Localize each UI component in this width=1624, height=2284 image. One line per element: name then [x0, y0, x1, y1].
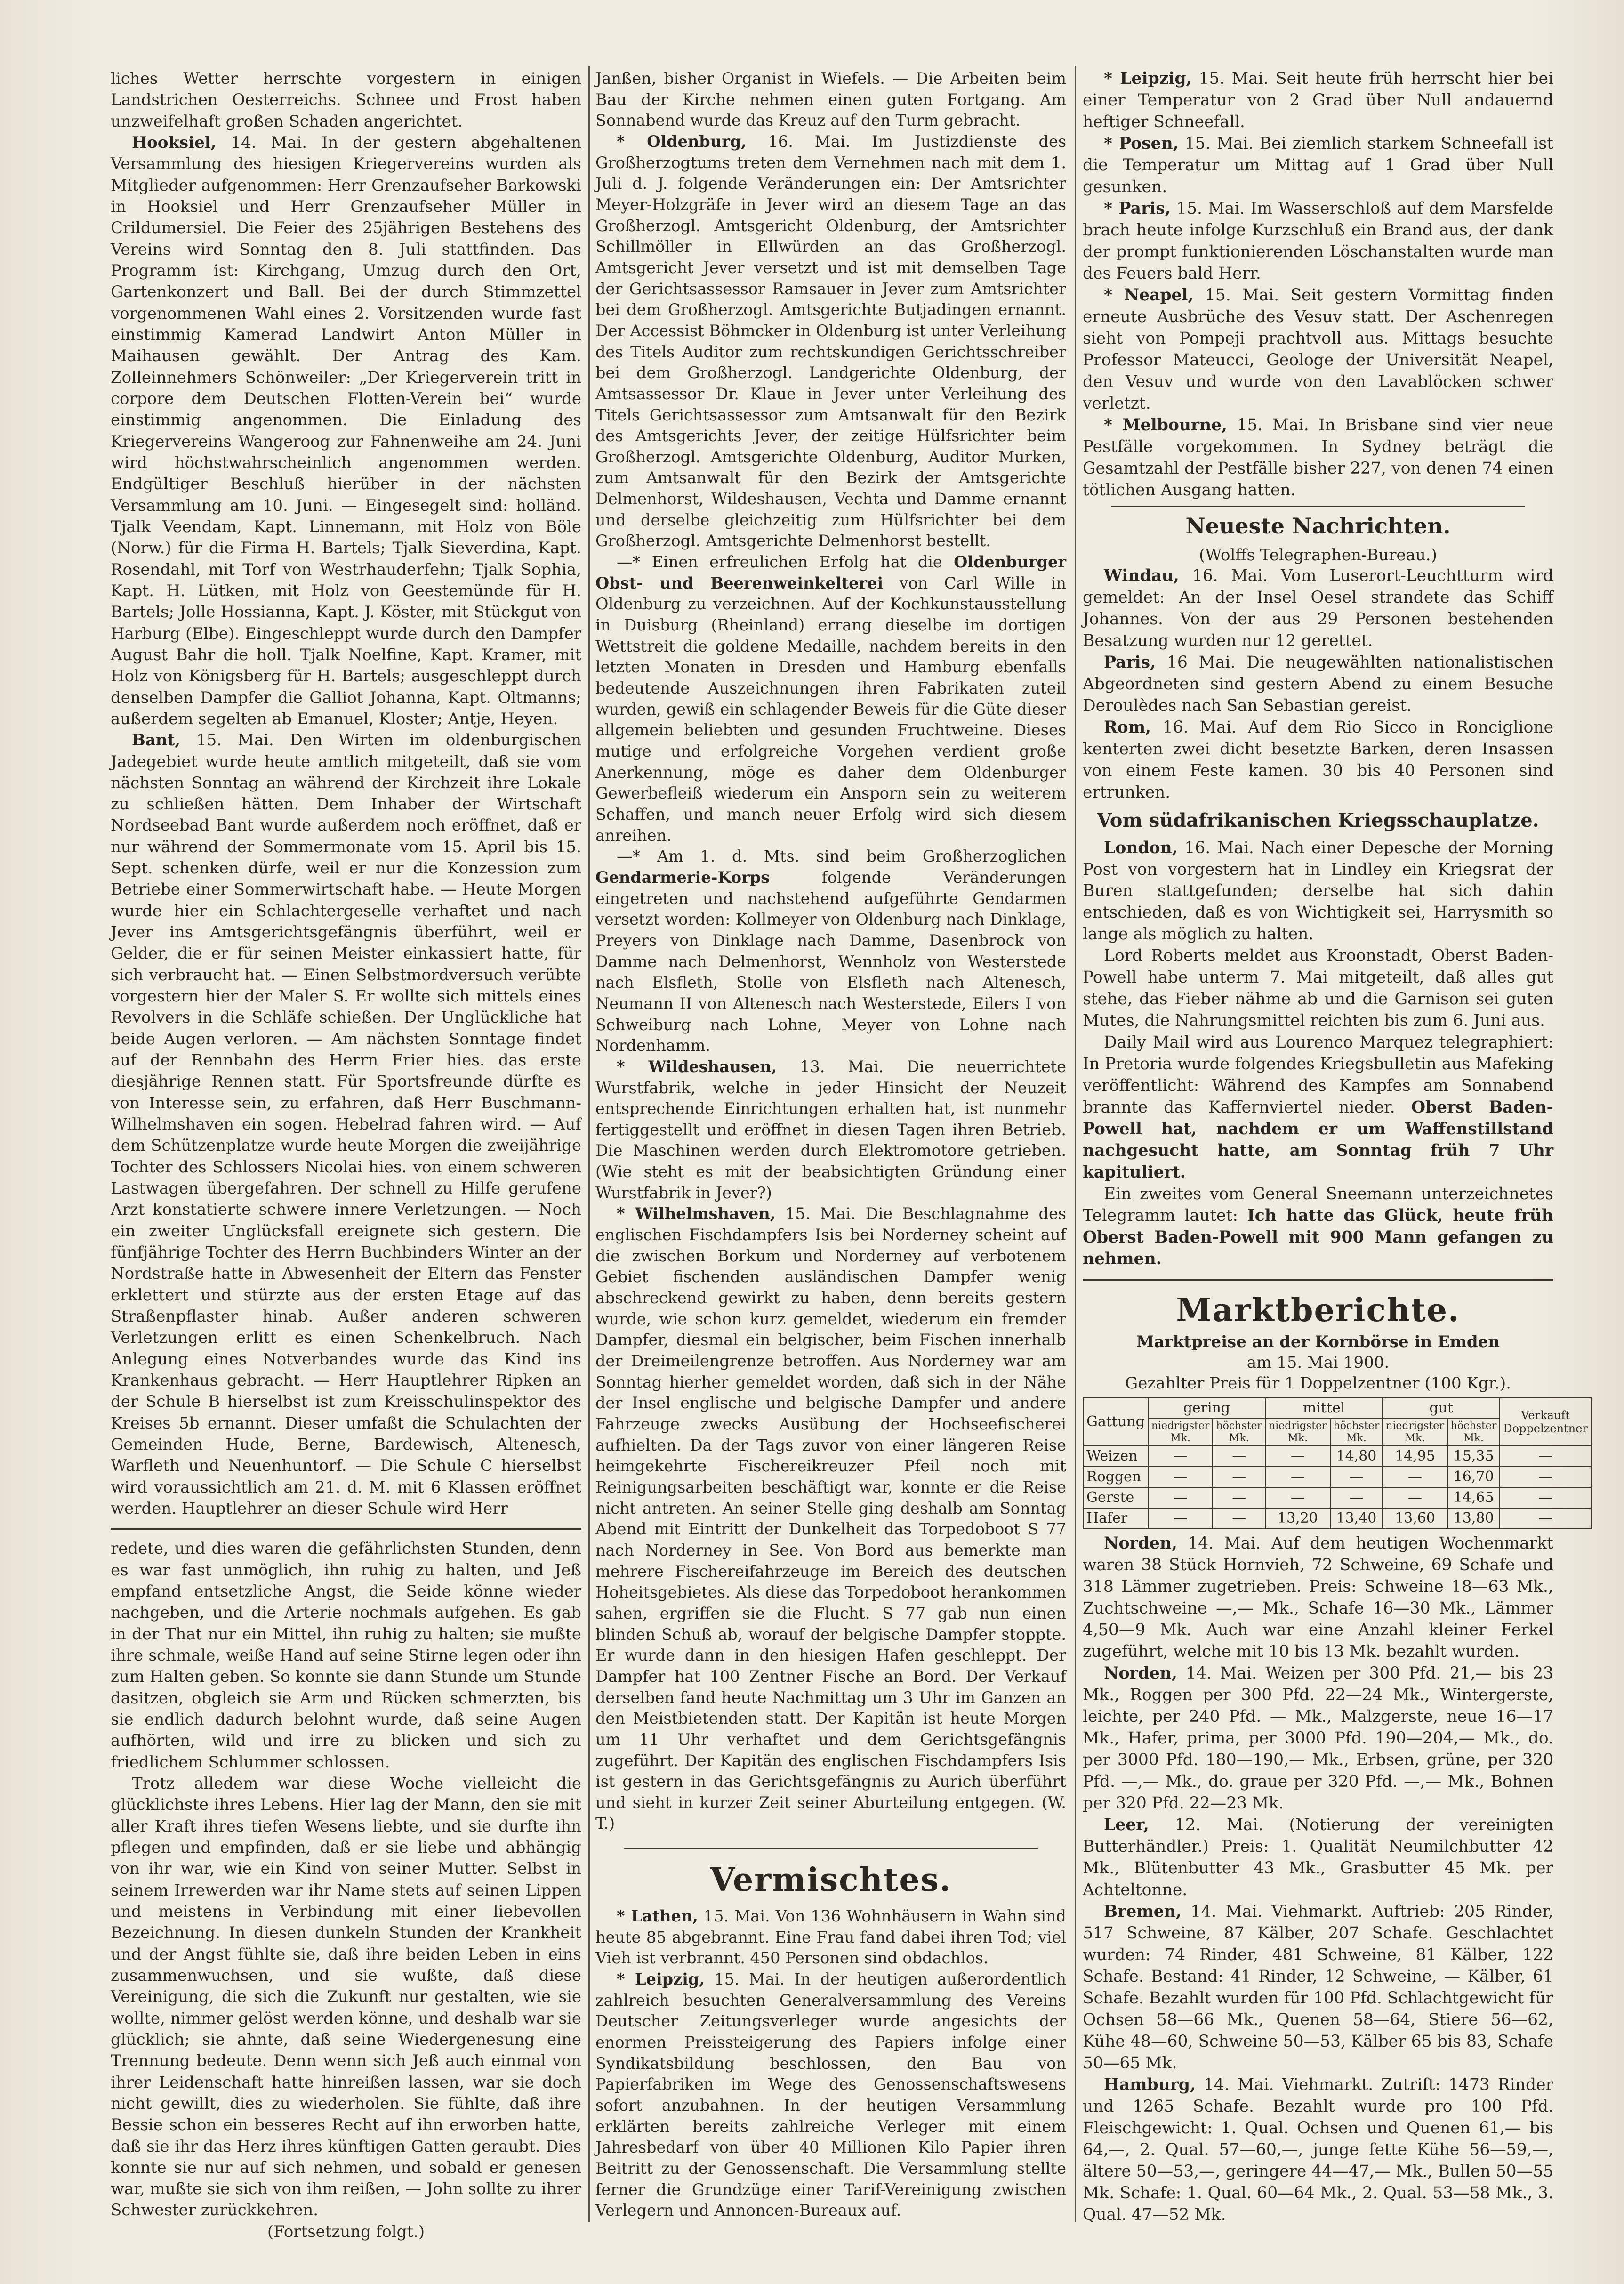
table-header: mittel: [1265, 1398, 1383, 1419]
column-3: [1083, 68, 1588, 2226]
article-windau: Windau, 16. Mai. Vom Luserort-Leuchtturm wird gemeldet: An der Insel Oesel strandete das Schiff Johannes. Von der aus 29 Personen bestehenden Besatzung wurden nur 12 gerettet.: [1083, 566, 1553, 650]
market-date: am 15. Mai 1900.: [1246, 1353, 1390, 1372]
article-leipzig: * Leipzig, 15. Mai. In der heutigen außerordentlich zahlreich besuchten Generalversammlung des Vereins Deutscher Zeitungsverleger wurde angesichts der enormen Preissteigerung des Papiers infolge einer Syndikatsbildung beschlossen, den Bau von Papierfabriken im Wege des Genossenschaftswesens sofort anzubahnen. In der heutigen Versammlung erklärten bereits zahlreiche Verleger mit einem Jahresbedarf von über 40 Millionen Kilo Papier ihren Beitritt zu der Genossenschaft. Die Versammlung stellte ferner die Grundzüge einer Tarif-Vereinigung zwischen Verlegern und Annoncen-Bureaux auf.: [595, 1970, 1066, 2220]
table-header: höchster Mk.: [1447, 1419, 1500, 1446]
section-divider: [1083, 1279, 1553, 1281]
serial-story-text: redete, und dies waren die gefährlichsten Stunden, denn es war fast unmöglich, ihn ruhig zu halten, und Jeß empfand entsetzliche Angst, die Seide könne wieder nachgeben, und die Arterie nochmals aufgehen. Es gab in der That nur ein Mittel, ihn ruhig zu halten; sie mußte ihre schmale, weiße Hand auf seine Stirne legen oder ihn zum Halten geben. So konnte sie dann Stunde um Stunde dasitzen, obgleich sie Arm und Rücken schmerzten, bis sie endlich dadurch belohnt wurde, daß seine Augen aufhörten, wild und irre zu blicken und sich zu friedlichem Schlummer schlossen.: [111, 1539, 581, 1772]
section-heading-krieg: Vom südafrikanischen Kriegsschauplatze.: [1097, 809, 1539, 831]
market-leer: Leer, 12. Mai. (Notierung der vereinigten Butterhändler.) Preis: 1. Qualität Neumilchbutter 42 Mk., Blütenbutter 43 Mk., Grasbutter 45 Mk. per Achteltonne.: [1083, 1816, 1554, 1899]
column-2: [595, 68, 1066, 2221]
market-price-note: Gezahlter Preis für 1 Doppelzentner (100 Kgr.).: [1125, 1374, 1511, 1393]
article-paris-2: Paris, 16 Mai. Die neugewählten nationalistischen Abgeordneten sind gestern Abend zu einem Besuche Deroulèdes nach San Sebastian gereist.: [1083, 653, 1554, 715]
article-gendarmerie: —* Am 1. d. Mts. sind beim Großherzoglichen Gendarmerie-Korps folgende Veränderungen eingetreten und nachstehend aufgeführte Gendarmen versetzt worden: Kollmeyer von Oldenburg nach Dinklage, Preyers von Dinklage nach Damme, Dasenbrock von Damme nach Delmenhorst, Wennholz von Westerstede nach Elsfleth, Stolle von Elsfleth nach Altenesch, Neumann II von Altenesch nach Westerstede, Eilers I von Schweiburg nach Lohne, Meyer von Lohne nach Nordenhamm.: [595, 847, 1066, 1055]
table-header: niedrigster Mk.: [1383, 1419, 1447, 1446]
table-row: Gerste — — — — — 14,65 —: [1083, 1487, 1591, 1508]
article-leipzig-weather: * Leipzig, 15. Mai. Seit heute früh herrscht hier bei einer Temperatur von 2 Grad über Null andauernd heftiger Schneefall.: [1083, 69, 1553, 131]
article-rom: Rom, 16. Mai. Auf dem Rio Sicco in Ronciglione kenterten zwei dicht besetzte Barken, deren Insassen von einem Feste kamen. 30 bis 40 Personen sind ertrunken.: [1083, 718, 1553, 802]
table-header: gut: [1383, 1398, 1500, 1419]
place-heading: Hooksiel,: [132, 133, 217, 152]
table-header: höchster Mk.: [1213, 1419, 1265, 1446]
article-melbourne: * Melbourne, 15. Mai. In Brisbane sind vier neue Pestfälle vorgekommen. In Sydney beträgt die Gesamtzahl der Pestfälle bisher 227, von denen 74 einen tötlichen Ausgang hatten.: [1083, 415, 1553, 500]
article-oldenburg: * Oldenburg, 16. Mai. Im Justizdienste des Großherzogtums treten dem Vernehmen nach mit dem 1. Juli d. J. folgende Veränderungen ein: Der Amtsrichter Meyer-Holzgräfe in Jever wird an diesem Tage an das Großherzogl. Amtsgericht Oldenburg, der Amtsrichter Schillmöller in Ellwürden an das Großherzogl. Amtsgericht Jever versetzt und ist mit demselben Tage der Gerichtsassessor Ramsauer in Jever zum Amtsrichter bei dem Großherzogl. Amtsgerichte Butjadingen ernannt. Der Accessist Böhmcker in Oldenburg ist unter Verleihung des Titels Auditor zum rechtskundigen Gerichtsschreiber bei dem Großherzogl. Landgerichte Oldenburg, der Amtsassessor Dr. Klaue in Jever unter Verleihung des Titels Gerichtsassessor zum Amtsanwalt für den Bezirk des Amtsgerichts Jever, der zeitige Hülfsrichter beim Großherzogl. Amtsgerichte Oldenburg, Auditor Murken, zum Amtsanwalt für den Bezirk der Amtsgerichte Delmenhorst, Wildeshausen, Vechta und Damme ernannt und derselbe gleichzeitig zum Hülfsrichter bei dem Großherzogl. Amtsgerichte Delmenhorst bestellt.: [595, 132, 1067, 550]
section-heading-markt: Marktberichte.: [1176, 1291, 1460, 1330]
article-lathen: * Lathen, 15. Mai. Von 136 Wohnhäusern in Wahn sind heute 85 abgebrannt. Eine Frau fand dabei ihren Tod; viel Vieh ist verbrannt. 450 Personen sind obdachlos.: [595, 1907, 1066, 1968]
article-roberts: Lord Roberts meldet aus Kroonstadt, Oberst Baden-Powell habe unterm 7. Mai mitgeteilt, daß alles gut stehe, das Fieber nähme ab und die Garnison sei guten Mutes, die Nahrungsmittel reichten bis zum 6. Juni aus.: [1083, 946, 1553, 1031]
article-neapel: * Neapel, 15. Mai. Seit gestern Vormittag finden erneute Ausbrüche des Vesuv statt. Der Aschenregen sieht von Pompeji prachtvoll aus. Mittags besuchte Professor Mateucci, Geologe der Universität Neapel, den Vesuv und wurde von den Lavablöcken schwer verletzt.: [1083, 285, 1553, 413]
place-heading: Bant,: [132, 731, 181, 750]
article-wildeshausen: * Wildeshausen, 13. Mai. Die neuerrichtete Wurstfabrik, welche in jeder Hinsicht der Neuzeit entsprechende Einrichtungen erhalten hat, ist nunmehr fertiggestellt und eröffnet in diesen Tagen ihren Betrieb. Die Maschinen werden durch Elektromotore getrieben. (Wie steht es mit der beabsichtigten Gründung einer Wurstfabrik in Jever?): [595, 1057, 1066, 1202]
column-rule-1: [588, 66, 590, 2222]
article-telegram: Ein zweites vom General Sneemann unterzeichnetes Telegramm lautet: Ich hatte das Glück, heute früh Oberst Baden-Powell mit 900 Mann gefangen zu nehmen.: [1083, 1185, 1553, 1269]
section-divider: [111, 1528, 581, 1530]
article-hooksiel: Hooksiel, 14. Mai. In der gestern abgehaltenen Versammlung des hiesigen Kriegervereins wurden als Mitglieder aufgenommen: Herr Grenzaufseher Barkowski in Hooksiel und Herr Grenzaufseher Müller in Crildumersiel. Die Feier des 25jährigen Bestehens des Vereins wird Sonntag den 8. Juli stattfinden. Das Programm ist: Kirchgang, Umzug durch den Ort, Gartenkonzert und Ball. Bei der durch Stimmzettel vorgenommenen Wahl eines 2. Vorsitzenden wurde fast einstimmig Kamerad Landwirt Anton Müller in Maihausen gewählt. Der Antrag des Kam. Zolleinnehmers Schönweiler: „Der Kriegerverein tritt in corpore dem Deutschen Flotten-Verein bei“ wurde einstimmig angenommen. Die Einladung des Kriegervereins Wangeroog zur Fahnenweihe am 24. Juni wird höchstwahrscheinlich angenommen werden. Endgültiger Beschluß hierüber in der nächsten Versammlung am 10. Juni. — Eingesegelt sind: holländ. Tjalk Veendam, Kapt. Linnemann, mit Holz von Böle (Norw.) für die Firma H. Bartels; Tjalk Sieverdina, Kapt. Rosendahl, mit Torf von Westrhauderfehn; Tjalk Sophia, Kapt. H. Lütken, mit Holz von Geestemünde für H. Bartels; Jolle Hossianna, Kapt. J. Köster, mit Stückgut von Harburg (Elbe). Eingeschleppt wurde durch den Dampfer August Bahr die holl. Tjalk Noelfine, Kapt. Kramer, mit Holz von Königsberg für H. Bartels; ausgeschleppt durch denselben Dampfer die Galliot Johanna, Kapt. Oltmanns; außerdem segelten ab Emanuel, Kloster; Antje, Heyen.: [111, 133, 581, 728]
column-1: [111, 68, 581, 2243]
market-price-table: [1083, 1397, 1592, 1529]
section-divider: [1111, 506, 1525, 507]
table-header: Gattung: [1083, 1398, 1148, 1446]
table-header: höchster Mk.: [1330, 1419, 1383, 1446]
table-header: gering: [1148, 1398, 1265, 1419]
market-subheading: Marktpreise an der Kornbörse in Emden: [1136, 1332, 1500, 1352]
article-bant: Bant, 15. Mai. Den Wirten im oldenburgischen Jadegebiet wurde heute amtlich mitgeteilt, daß sie vom nächsten Sonntag an während der Kirchzeit ihre Lokale zu schließen hätten. Dem Inhaber der Wirtschaft Nordseebad Bant wurde außerdem noch eröffnet, daß er nur während der Sommermonate vom 15. April bis 15. Sept. schenken dürfe, weil er nur die Konzession zum Betriebe einer Sommerwirtschaft habe. — Heute Morgen wurde hier ein Schlachtergeselle verhaftet und nach Jever ins Amtsgerichtsgefängnis überführt, weil er Gelder, die er für seinen Meister einkassiert hatte, für sich verbraucht hat. — Einen Selbstmordversuch verübte vorgestern hier der Maler S. Er wollte sich mittels eines Revolvers in die Schläfe schießen. Der Unglückliche hat beide Augen verloren. — Am nächsten Sonntage findet auf der Rennbahn des Herrn Frier hies. das erste diesjährige Rennen statt. Für Sportsfreunde dürfte es von Interesse sein, zu erfahren, daß Herr Buschmann-Wilhelmshaven ein sogen. Hebelrad fahren wird. — Auf dem Schützenplatze wurde heute Morgen die zweijährige Tochter des Schlossers Nicolai hies. von einem schweren Lastwagen übergefahren. Der schnell zu Hilfe gerufene Arzt konstatierte schwere innere Verletzungen. — Noch ein zweiter Unglücksfall ereignete sich gestern. Die fünfjährige Tochter des Herrn Buchbinders Winter an der Nordstraße hatte in Abwesenheit der Eltern das Fenster erklettert und stürzte aus der ersten Etage auf das Straßenpflaster hinab. Außer anderen schweren Verletzungen erlitt es einen Schenkelbruch. Nach Anlegung eines Notverbandes wurde das Kind ins Krankenhaus gebracht. — Herr Hauptlehrer Ripken an der Schule B hierselbst ist zum Kreisschulinspektor des Kreises 5b ernannt. Dieser umfaßt die Schulachten der Gemeinden Hude, Berne, Bardewisch, Altenesch, Warfleth und Neuenhuntorf. — Die Schule C hierselbst wird voraussichtlich am 21. d. M. mit 6 Klassen eröffnet werden. Hauptlehrer an dieser Schule wird Herr: [111, 731, 581, 1518]
article-text: Janßen, bisher Organist in Wiefels. — Die Arbeiten beim Bau der Kirche nehmen einen guten Fortgang. Am Sonnabend wurde das Kreuz auf den Turm gebracht.: [595, 69, 1066, 130]
market-hamburg: Hamburg, 14. Mai. Viehmarkt. Zutrift: 1473 Rinder und 1265 Schafe. Bezahlt wurde pro 100 Pfd. Fleischgewicht: 1. Qual. Ochsen und Quenen 61,— bis 64,—, 2. Qual. 57—60,—, junge fette Kühe 56—59,—, ältere 50—53,—, geringere 44—47,— Mk., Bullen 50—55 Mk. Schafe: 1. Qual. 60—64 Mk., 2. Qual. 53—58 Mk., 3. Qual. 47—52 Mk.: [1083, 2075, 1553, 2224]
article-london: London, 16. Mai. Nach einer Depesche der Morning Post von vorgestern hat in Lindley ein Kriegsrat der Buren stattgefunden; derselbe hat sich dahin entschieden, daß es von Wichtigkeit sei, Harrysmith so lange als möglich zu halten.: [1083, 838, 1554, 944]
section-heading-vermischtes: Vermischtes.: [710, 1861, 952, 1899]
continuation-note: (Fortsetzung folgt.): [267, 2222, 425, 2241]
table-row: Hafer — — 13,20 13,40 13,60 13,80 —: [1083, 1508, 1591, 1529]
article-obstwein: —* Einen erfreulichen Erfolg hat die Oldenburger Obst- und Beerenweinkelterei von Carl Wille in Oldenburg zu verzeichnen. Auf der Kochkunstausstellung in Duisburg (Rheinland) errang dieselbe im dortigen Wettstreit die goldene Medaille, nachdem bereits in den letzten Monaten in Dresden und Hamburg ebenfalls bedeutende Auszeichnungen ihren Fabrikaten zuteil wurden, gewiß ein schlagender Beweis für die Güte dieser allgemein beliebten und gesunden Fruchtweine. Dieses mutige und erfolgreiche Vorgehen verdient große Anerkennung, möge es daher dem Oldenburger Gewerbefleiß wiederum ein Ansporn sein zu weiterem Schaffen, und manch neuer Erfolg wird sich diesem anreihen.: [595, 553, 1067, 845]
section-heading-neueste: Neueste Nachrichten.: [1185, 513, 1451, 539]
table-header: niedrigster Mk.: [1148, 1419, 1213, 1446]
telegraph-bureau: (Wolffs Telegraphen-Bureau.): [1199, 545, 1437, 565]
article-paris: * Paris, 15. Mai. Im Wasserschloß auf dem Marsfelde brach heute infolge Kurzschluß ein Brand aus, der dank der prompt funktionierenden Löschanstalten wurde man des Feuers bald Herr.: [1083, 199, 1554, 283]
table-header: Verkauft Doppelzentner: [1500, 1398, 1591, 1446]
serial-story-text: Trotz alledem war diese Woche vielleicht die glücklichste ihres Lebens. Hier lag der Mann, den sie mit aller Kraft ihres tiefen Wesens liebte, und sie durfte ihn pflegen und empfinden, daß er sie liebe und abhängig von ihr war, wie ein Kind von seiner Mutter. Selbst in seinem Irrewerden war ihr Name stets auf seinen Lippen und meistens in Verbindung mit einer liebevollen Bezeichnung. In diesen dunkeln Stunden der Krankheit und der Angst fühlte sie, daß ihre beiden Leben in eins zusammenwuchsen, und sie wußte, daß diese Vereinigung, die sich die Zukunft nur gestalten, wie sie wollte, nimmer gelöst werden könne, und deshalb war sie glücklich; sie ahnte, daß seine Wiedergenesung eine Trennung bedeute. Denn wenn sich Jeß auch einmal von ihrer Leidenschaft hatte hinreißen lassen, war sie doch nicht gewillt, dies zu wiederholen. Sie fühlte, daß ihre Bessie schon ein besseres Recht auf ihn erworben hatte, daß sie ihr das Herz ihres künftigen Gatten geraubt. Dies konnte sie nur auf sich nehmen, und sobald er genesen war, mußte sie sich von ihm reißen, — John sollte zu ihrer Schwester zurückkehren.: [111, 1774, 581, 2220]
table-header: niedrigster Mk.: [1265, 1419, 1330, 1446]
article-posen: * Posen, 15. Mai. Bei ziemlich starkem Schneefall ist die Temperatur um Mittag auf 1 Grad über Null gesunken.: [1083, 134, 1553, 196]
article-wilhelmshaven: * Wilhelmshaven, 15. Mai. Die Beschlagnahme des englischen Fischdampfers Isis bei Norderney scheint auf die zwischen Borkum und Norderney auf verbotenem Gebiet fischenden ausländischen Dampfer wenig abschreckend gewirkt zu haben, denn bereits gestern wurde, wie schon kurz gemeldet, wiederum ein fremder Dampfer, diesmal ein belgischer, beim Fischen innerhalb der Dreimeilengrenze betroffen. Aus Norderney war am Sonntag hierher gemeldet worden, daß sich in der Nähe der Insel englische und belgische Dampfer und andere Fahrzeuge zwecks Ausübung der Hochseefischerei aufhielten. Da der Tags zuvor von einer längeren Reise heimgekehrte Fischereikreuzer Pfeil noch mit Reinigungsarbeiten beschäftigt war, konnte er die Reise nicht antreten. An seiner Stelle ging deshalb am Sonntag Abend mit Eintritt der Dunkelheit das Torpedoboot S 77 nach Norderney in See. Von Bord aus bemerkte man mehrere Fischereifahrzeuge im Bereich des deutschen Hoheitsgebietes. Als diese das Torpedoboot herankommen sahen, ergriffen sie die Flucht. S 77 gab nun einen blinden Schuß ab, worauf der belgische Dampfer stoppte. Er wurde dann in den hiesigen Hafen geschleppt. Der Dampfer hat 100 Zentner Fische an Bord. Der Verkauf derselben fand heute Nachmittag um 3 Uhr im Ganzen an den Meistbietenden statt. Der Kapitän ist heute Morgen um 11 Uhr verhaftet und dem Gerichtsgefängnis zugeführt. Der Kapitän des englischen Fischdampfers Isis ist gestern in das Gerichtsgefängnis zu Aurich überführt und sieht in kurzer Zeit seiner Aburteilung entgegen. (W. T.): [595, 1204, 1067, 1833]
market-norden-2: Norden, 14. Mai. Weizen per 300 Pfd. 21,— bis 23 Mk., Roggen per 300 Pfd. 22—24 Mk., Wintergerste, leichte, per 240 Pfd. — Mk., Malzgerste, neue 16—17 Mk., Hafer, prima, per 3000 Pfd. 190—204,— Mk., do. per 3000 Pfd. 180—190,— Mk., Erbsen, grüne, per 320 Pfd. —,— Mk., do. graue per 320 Pfd. —,— Mk., Bohnen per 320 Pfd. 22—23 Mk.: [1083, 1664, 1554, 1813]
market-bremen: Bremen, 14. Mai. Viehmarkt. Auftrieb: 205 Rinder, 517 Schweine, 87 Kälber, 207 Schafe. Geschlachtet wurden: 74 Rinder, 481 Schweine, 81 Kälber, 122 Schafe. Bestand: 41 Rinder, 12 Schweine, — Kälber, 61 Schafe. Bezahlt wurden für 100 Pfd. Schlachtgewicht für Ochsen 58—66 Mk., Quenen 58—64, Stiere 56—62, Kühe 48—60, Schweine 50—53, Kälber 65 bis 83, Schafe 50—65 Mk.: [1083, 1902, 1553, 2073]
market-norden-1: Norden, 14. Mai. Auf dem heutigen Wochenmarkt waren 38 Stück Hornvieh, 72 Schweine, 69 Schafe und 318 Lämmer zugetrieben. Preis: Schweine 18—63 Mk., Zuchtschweine —,— Mk., Schafe 16—30 Mk., Lämmer 4,50—9 Mk. Auch war eine Anzahl kleiner Ferkel zugeführt, welche mit 10 bis 13 Mk. bezahlt wurden.: [1083, 1534, 1553, 1662]
article-text: liches Wetter herrschte vorgestern in einigen Landstrichen Oesterreichs. Schnee und Frost haben unzweifelhaft großen Schaden angerichtet.: [111, 69, 581, 131]
section-divider: [624, 1848, 1038, 1849]
table-row: Roggen — — — — — 16,70 —: [1083, 1467, 1591, 1487]
article-daily-mail: Daily Mail wird aus Lourenco Marquez telegraphiert: In Pretoria wurde folgendes Kriegsbulletin aus Mafeking veröffentlicht: Während des Kampfes am Sonnabend brannte das Kaffernviertel nieder. Oberst Baden-Powell hat, nachdem er um Waffenstillstand nachgesucht hatte, am Sonntag früh 7 Uhr kapituliert.: [1083, 1033, 1553, 1182]
table-row: Weizen — — — 14,80 14,95 15,35 —: [1083, 1446, 1591, 1467]
column-rule-2: [1075, 66, 1076, 2222]
